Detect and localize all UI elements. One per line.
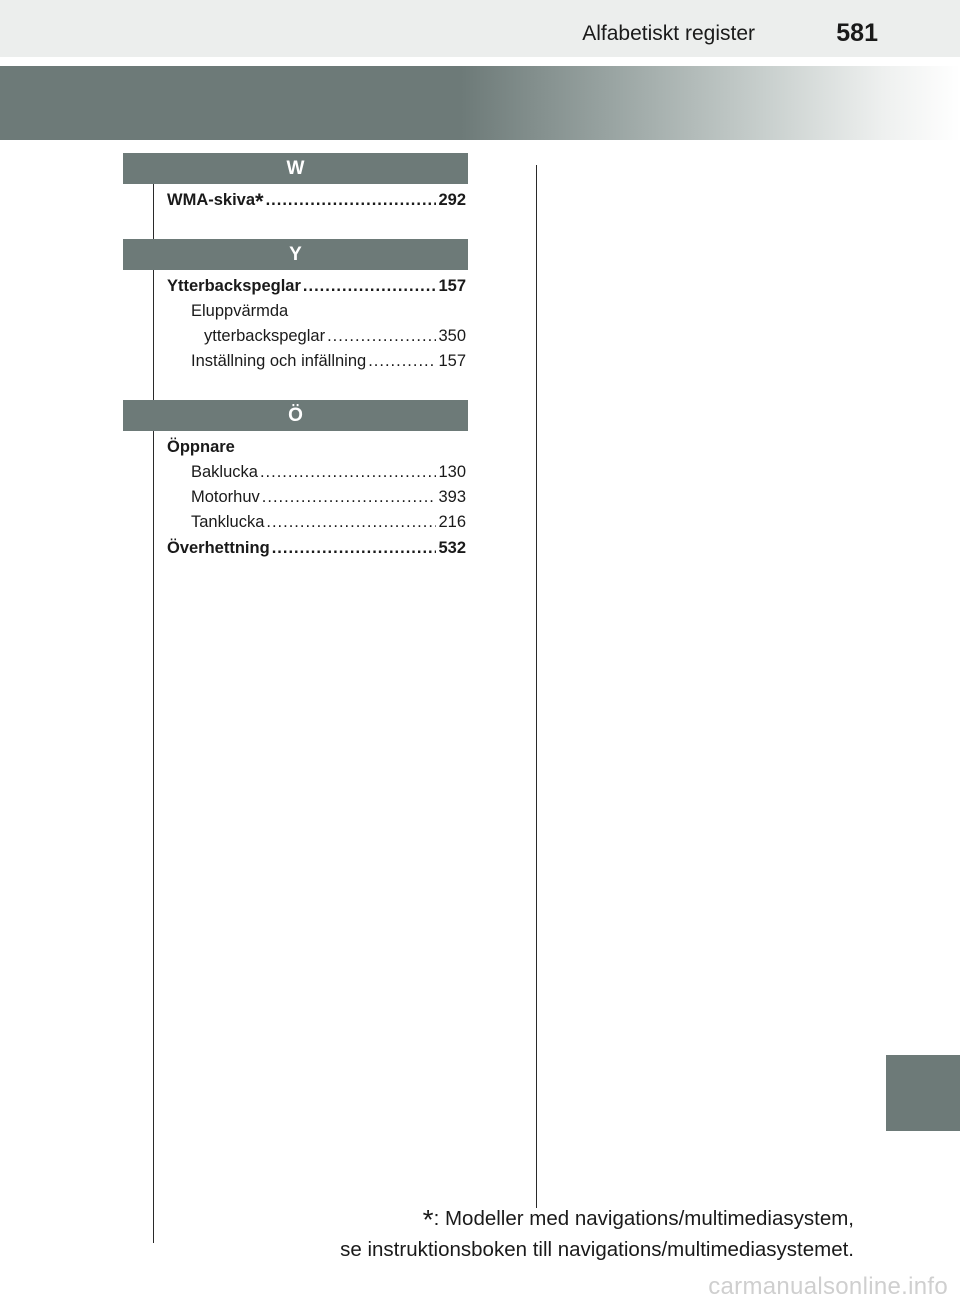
footnote-text-1: : Modeller med navigations/multimediasystem,: [433, 1207, 854, 1230]
entry-label: Baklucka: [191, 463, 258, 481]
entry-page: 157: [438, 277, 466, 295]
footnote-line-2: se instruktionsboken till navigations/multimediasystemet.: [340, 1238, 854, 1261]
entry-label: Överhettning: [167, 539, 270, 557]
section-title: Alfabetiskt register: [582, 22, 755, 45]
entry-page: 350: [438, 327, 466, 345]
leader-dots: [327, 324, 436, 349]
index-entry-wma-skiva[interactable]: WMA-skiva * ..... 292: [167, 188, 466, 213]
entry-page: 292: [438, 191, 466, 209]
column-rule-left: [153, 180, 154, 1243]
leader-dots: [368, 349, 436, 374]
index-subentry-baklucka[interactable]: [191, 460, 466, 485]
index-entry-oppnare: [167, 435, 466, 460]
index-subentry-installning[interactable]: [191, 349, 466, 374]
entry-label: Ytterbackspeglar: [167, 277, 301, 295]
index-entry-overhettning[interactable]: [167, 536, 466, 561]
page-number: 581: [836, 19, 878, 47]
entry-page: 216: [438, 513, 466, 531]
index-subentry-tanklucka[interactable]: [191, 510, 466, 535]
header-banner: [0, 66, 960, 140]
watermark: carmanualsonline.info: [708, 1273, 948, 1300]
page-header-strip: [0, 0, 960, 57]
leader-dots: [262, 485, 437, 510]
entry-label: Tanklucka: [191, 513, 265, 531]
footnote: [340, 1203, 854, 1265]
entry-page: 393: [438, 488, 466, 506]
entry-label: WMA-skiva: [167, 191, 256, 209]
entry-label: Inställning och infällning: [191, 352, 367, 370]
leader-dots: [303, 274, 437, 299]
footnote-star: *: [422, 1204, 434, 1235]
entry-page: 532: [438, 539, 466, 557]
leader-dots: [260, 460, 437, 485]
entry-label: Motorhuv: [191, 488, 260, 506]
leader-dots: [272, 536, 437, 561]
column-rule-middle: [536, 165, 537, 1208]
index-entry-ytterbackspeglar[interactable]: [167, 274, 466, 299]
letter-header-w: W: [123, 153, 468, 184]
entry-page: 157: [438, 352, 466, 370]
letter-header-y: Y: [123, 239, 468, 270]
entry-label: ytterbackspeglar: [204, 327, 326, 345]
index-subentry-eluppvarmda: [191, 299, 466, 324]
entry-label: Öppnare: [167, 438, 235, 456]
entry-page: 130: [438, 463, 466, 481]
index-subentry-motorhuv[interactable]: [191, 485, 466, 510]
footnote-line-1: [340, 1203, 854, 1234]
entry-label: Eluppvärmda: [191, 302, 289, 320]
leader-dots: [266, 188, 437, 213]
leader-dots: [266, 510, 436, 535]
index-subentry-eluppvarmda-ytterbackspeglar[interactable]: [204, 324, 466, 349]
chapter-tab: [886, 1055, 960, 1131]
letter-header-o-umlaut: Ö: [123, 400, 468, 431]
